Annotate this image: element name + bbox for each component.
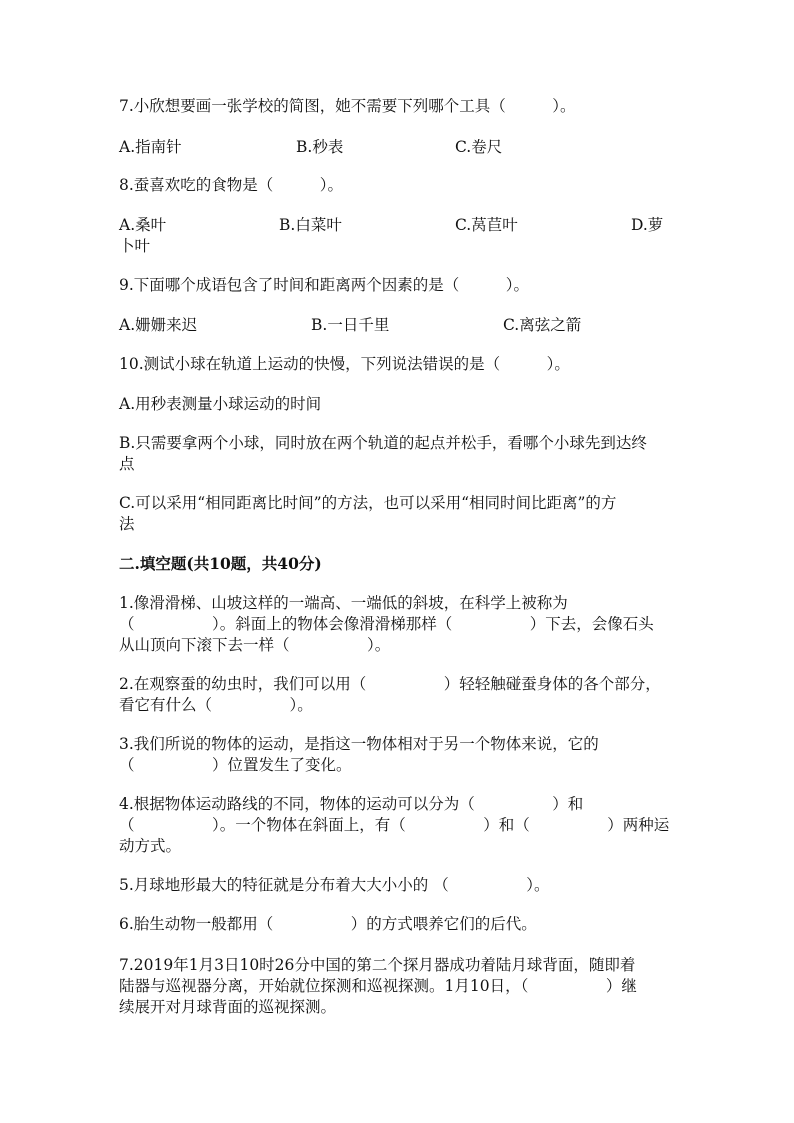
fill-1-line-2: （ ）。斜面上的物体会像滑滑梯那样（ ）下去，会像石头 (119, 615, 654, 633)
question-7-option-c: C.卷尺 (455, 138, 503, 156)
question-8-option-b: B.白菜叶 (279, 216, 342, 234)
question-10-option-b: B.只需要拿两个小球，同时放在两个轨道的起点并松手，看哪个小球先到达终 (119, 434, 647, 452)
fill-7-line-2: 陆器与巡视器分离，开始就位探测和巡视探测。1月10日，（ ）继 (119, 977, 637, 995)
fill-2-line-2: 看它有什么（ ）。 (119, 696, 313, 714)
question-8-stem: 8.蚕喜欢吃的食物是（ ）。 (119, 176, 344, 194)
question-7-option-a: A.指南针 (119, 138, 182, 156)
fill-6-line-1: 6.胎生动物一般都用（ ）的方式喂养它们的后代。 (119, 915, 537, 933)
question-10-option-a: A.用秒表测量小球运动的时间 (119, 395, 322, 413)
fill-5-line-1: 5.月球地形最大的特征就是分布着大大小小的 （ ）。 (119, 876, 550, 894)
question-9-option-c: C.离弦之箭 (503, 316, 582, 334)
question-8-option-d: D.萝 (631, 216, 664, 234)
question-8-option-c: C.莴苣叶 (455, 216, 518, 234)
question-8-option-a: A.桑叶 (119, 216, 167, 234)
fill-1-line-1: 1.像滑滑梯、山坡这样的一端高、一端低的斜坡，在科学上被称为 (119, 594, 568, 612)
question-10-stem: 10.测试小球在轨道上运动的快慢，下列说法错误的是（ ）。 (119, 355, 570, 373)
fill-3-line-2: （ ）位置发生了变化。 (119, 756, 352, 774)
fill-4-line-3: 动方式。 (119, 837, 182, 855)
question-7-option-b: B.秒表 (296, 138, 344, 156)
fill-2-line-1: 2.在观察蚕的幼虫时，我们可以用（ ）轻轻触碰蚕身体的各个部分， (119, 675, 661, 693)
question-7-stem: 7.小欣想要画一张学校的简图，她不需要下列哪个工具（ ）。 (119, 97, 576, 115)
section-title: 二.填空题(共10题，共40分) (119, 554, 322, 573)
fill-4-line-2: （ ）。一个物体在斜面上，有（ ）和（ ）两种运 (119, 816, 670, 834)
fill-3-line-1: 3.我们所说的物体的运动，是指这一物体相对于另一个物体来说，它的 (119, 735, 599, 753)
question-8-option-d-wrap: 卜叶 (119, 237, 151, 255)
question-10-option-c: C.可以采用“相同距离比时间”的方法，也可以采用“相同时间比距离”的方 (119, 494, 617, 512)
question-10-option-c-wrap: 法 (119, 515, 135, 533)
fill-4-line-1: 4.根据物体运动路线的不同，物体的运动可以分为（ ）和 (119, 795, 584, 813)
question-9-option-a: A.姗姗来迟 (119, 316, 198, 334)
fill-1-line-3: 从山顶向下滚下去一样（ ）。 (119, 636, 391, 654)
question-9-option-b: B.一日千里 (311, 316, 390, 334)
question-9-stem: 9.下面哪个成语包含了时间和距离两个因素的是（ ）。 (119, 276, 530, 294)
question-10-option-b-wrap: 点 (119, 455, 135, 473)
fill-7-line-3: 续展开对月球背面的巡视探测。 (119, 998, 337, 1016)
fill-7-line-1: 7.2019年1月3日10时26分中国的第二个探月器成功着陆月球背面，随即着 (119, 956, 636, 974)
